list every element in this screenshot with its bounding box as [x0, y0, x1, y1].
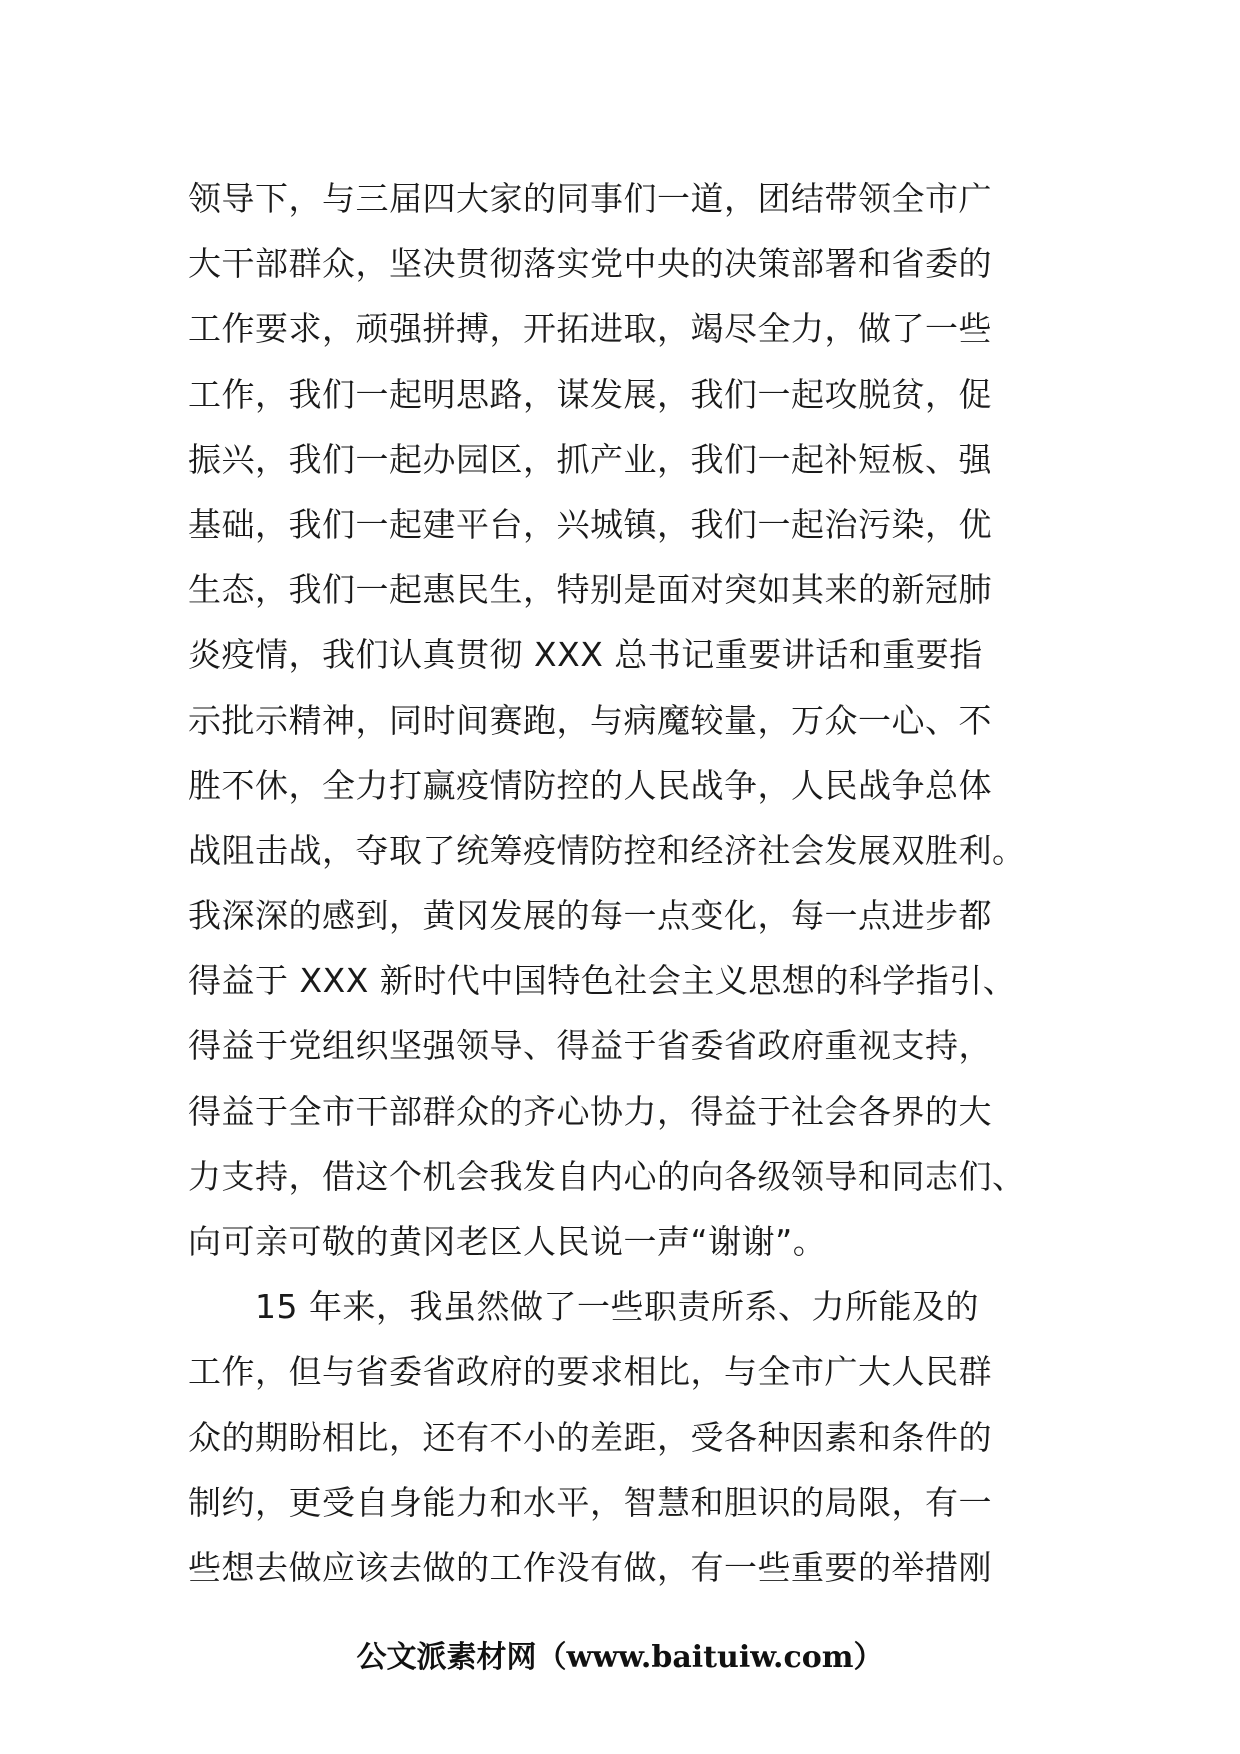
text-line: 胜不休，全力打赢疫情防控的人民战争，人民战争总体 — [188, 765, 992, 805]
body-text — [188, 166, 1068, 1600]
text-line: 领导下，与三届四大家的同事们一道，团结带领全市广 — [188, 179, 992, 218]
text-line: 向可亲可敬的黄冈老区人民说一声“谢谢”。 — [188, 1222, 827, 1261]
text-line: 炎疫情，我们认真贯彻 XXX 总书记重要讲话和重要指 — [188, 635, 983, 675]
text-line: 工作，我们一起明思路，谋发展，我们一起攻脱贫，促 — [188, 374, 992, 414]
text-line: 制约，更受自身能力和水平，智慧和胆识的局限，有一 — [188, 1482, 992, 1522]
text-line: 15 年来，我虽然做了一些职责所系、力所能及的 — [188, 1287, 979, 1327]
text-line: 大干部群众，坚决贯彻落实党中央的决策部署和省委的 — [188, 244, 992, 284]
text-line: 得益于 XXX 新时代中国特色社会主义思想的科学指引、 — [188, 961, 1017, 1001]
text-line: 基础，我们一起建平台，兴城镇，我们一起治污染，优 — [188, 504, 992, 544]
text-line: 振兴，我们一起办园区，抓产业，我们一起补短板、强 — [188, 439, 992, 479]
text-line: 示批示精神，同时间赛跑，与病魔较量，万众一心、不 — [188, 700, 992, 740]
text-line: 工作，但与省委省政府的要求相比，与全市广大人民群 — [188, 1352, 992, 1392]
text-line: 些想去做应该去做的工作没有做，有一些重要的举措刚 — [188, 1547, 992, 1587]
text-line: 得益于全市干部群众的齐心协力，得益于社会各界的大 — [188, 1091, 992, 1131]
text-line: 力支持，借这个机会我发自内心的向各级领导和同志们、 — [188, 1156, 1026, 1196]
text-line: 工作要求，顽强拼搏，开拓进取，竭尽全力，做了一些 — [188, 309, 992, 349]
text-line: 生态，我们一起惠民生，特别是面对突如其来的新冠肺 — [188, 570, 992, 610]
text-line: 众的期盼相比，还有不小的差距，受各种因素和条件的 — [188, 1417, 992, 1457]
text-line: 战阻击战，夺取了统筹疫情防控和经济社会发展双胜利。 — [188, 830, 1026, 870]
text-line: 得益于党组织坚强领导、得益于省委省政府重视支持， — [188, 1026, 992, 1066]
text-line: 我深深的感到，黄冈发展的每一点变化，每一点进步都 — [188, 896, 992, 936]
page-footer-watermark: 公文派素材网（www.baituiw.com） — [356, 1640, 884, 1675]
